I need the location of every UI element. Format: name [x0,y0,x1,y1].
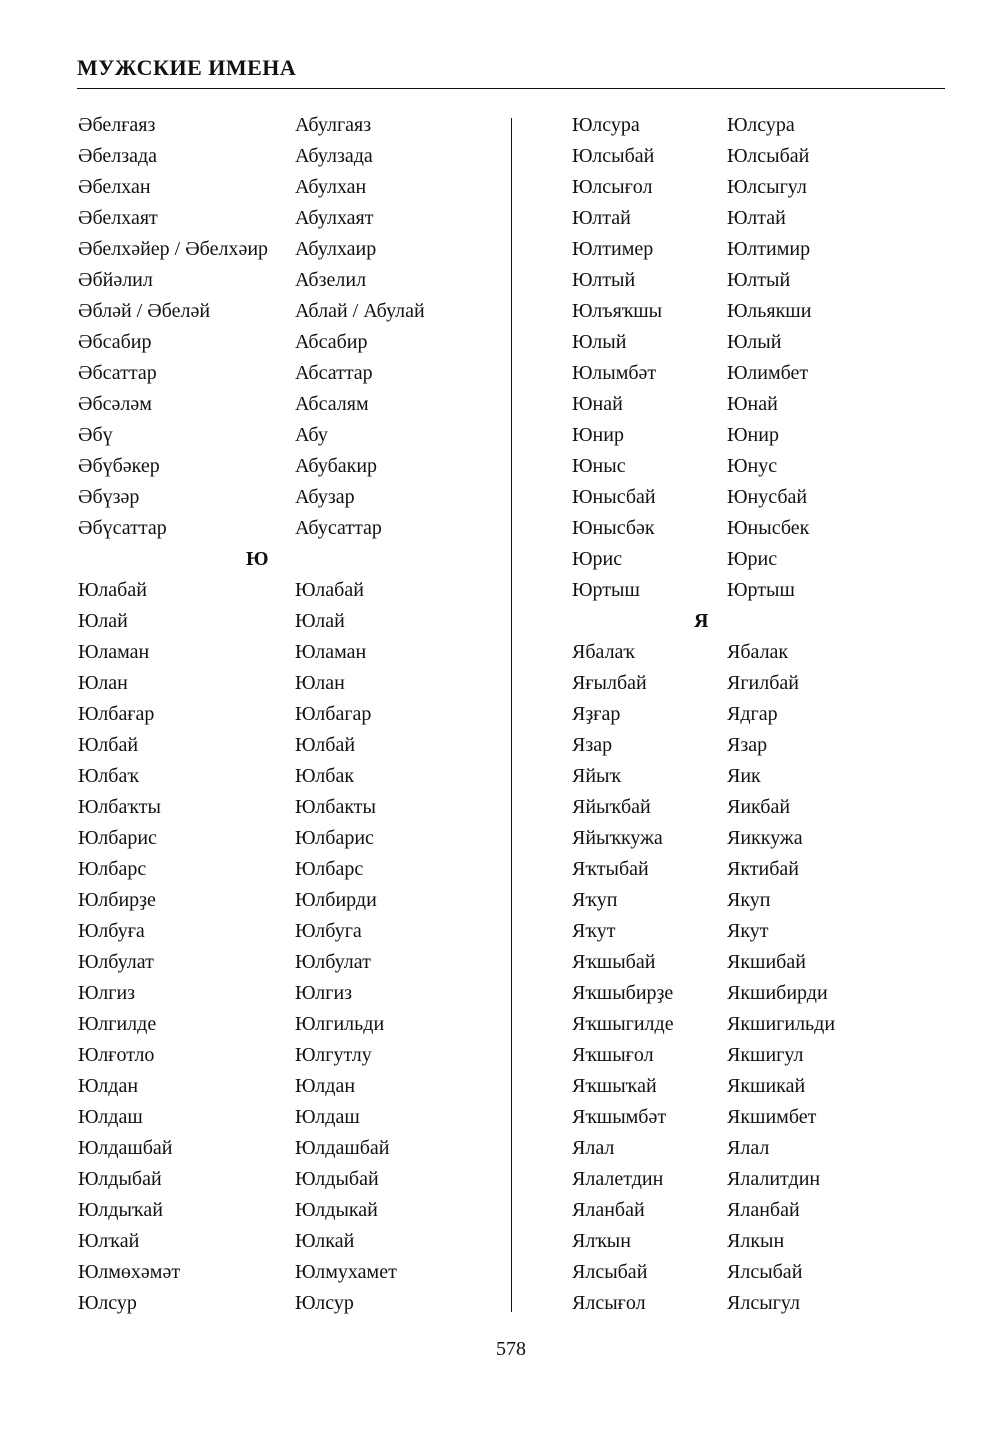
name-entry-row [78,761,498,792]
right-group-2 [572,637,952,1319]
name-entry-row [572,110,952,141]
bashkir-name: Әбүзәр [78,486,140,508]
left-group-1 [78,110,498,544]
name-entry-row [572,1226,952,1257]
russian-name: Якшигул [727,1044,804,1066]
bashkir-name: Әбелхан [78,176,151,198]
bashkir-name: Юлбаҡты [78,796,161,818]
russian-name: Язар [727,734,768,756]
name-entry-row [78,1040,498,1071]
russian-name: Юлбулат [295,951,371,973]
russian-name: Юрис [727,548,778,570]
name-entry-row [572,1164,952,1195]
russian-name: Абсаттар [295,362,373,384]
russian-name: Ялалитдин [727,1168,821,1190]
bashkir-name: Юламан [78,641,150,663]
russian-name: Юлтимир [727,238,811,260]
bashkir-name: Юлтый [572,269,636,291]
bashkir-name: Юлдыҡай [78,1199,163,1221]
right-group-1 [572,110,952,606]
bashkir-name: Юлсур [78,1292,137,1314]
russian-name: Юнир [727,424,779,446]
bashkir-name: Яҡшығол [572,1044,654,1066]
bashkir-name: Юлбулат [78,951,154,973]
name-entry-row [78,978,498,1009]
bashkir-name: Юлбуға [78,920,145,942]
russian-name: Ялкын [727,1230,785,1252]
name-entry-row [78,792,498,823]
bashkir-name: Юлсура [572,114,640,136]
russian-name: Юлдаш [295,1106,360,1128]
bashkir-name: Юлдан [78,1075,139,1097]
bashkir-name: Юртыш [572,579,640,601]
name-entry-row [78,482,498,513]
right-column [572,110,952,1319]
russian-name: Юлбирди [295,889,377,911]
bashkir-name: Юлғотло [78,1044,155,1066]
russian-name: Аблай / Абулай [295,300,425,322]
name-entry-row [78,1133,498,1164]
name-entry-row [78,1071,498,1102]
letter-heading-ya [572,606,952,637]
name-entry-row [572,1040,952,1071]
name-entry-row [572,141,952,172]
russian-name: Юлбак [295,765,355,787]
name-entry-row [78,389,498,420]
bashkir-name: Юлгиз [78,982,136,1004]
russian-name: Якшигильди [727,1013,836,1035]
bashkir-name: Юлдыбай [78,1168,162,1190]
russian-name: Якут [727,920,769,942]
bashkir-name: Юныс [572,455,626,477]
name-entry-row [572,947,952,978]
bashkir-name: Әбсабир [78,331,152,353]
name-entry-row [572,451,952,482]
name-entry-row [572,327,952,358]
bashkir-name: Яҡшымбәт [572,1106,667,1128]
name-entry-row [572,1133,952,1164]
name-entry-row [572,854,952,885]
russian-name: Юлбарис [295,827,374,849]
russian-name: Юльякши [727,300,812,322]
bashkir-name: Юлъяҡшы [572,300,663,322]
russian-name: Яктибай [727,858,799,880]
russian-name: Абсалям [295,393,369,415]
bashkir-name: Юлый [572,331,627,353]
name-entry-row [78,1257,498,1288]
russian-name: Юртыш [727,579,795,601]
bashkir-name: Ялсығол [572,1292,646,1314]
bashkir-name: Юлдаш [78,1106,143,1128]
name-entry-row [78,1009,498,1040]
name-entry-row [78,420,498,451]
russian-name: Абусаттар [295,517,382,539]
letter-heading-ya-text: Я [694,610,709,632]
russian-name: Юнысбек [727,517,810,539]
name-entry-row [78,668,498,699]
russian-name: Якуп [727,889,771,911]
bashkir-name: Әбелзада [78,145,158,167]
russian-name: Якшимбет [727,1106,817,1128]
name-entry-row [78,1164,498,1195]
name-entry-row [78,203,498,234]
bashkir-name: Яҡуп [572,889,618,911]
russian-name: Абулхаир [295,238,377,260]
left-group-2 [78,575,498,1319]
left-column [78,110,498,1319]
russian-name: Юлсур [295,1292,354,1314]
name-entry-row [572,1009,952,1040]
russian-name: Юнус [727,455,778,477]
name-entry-row [572,1102,952,1133]
bashkir-name: Юлсығол [572,176,653,198]
name-entry-row [572,420,952,451]
bashkir-name: Яйыҡбай [572,796,651,818]
bashkir-name: Юлай [78,610,128,632]
bashkir-name: Әбүсаттар [78,517,167,539]
name-entry-row [78,575,498,606]
russian-name: Юлдыкай [295,1199,378,1221]
bashkir-name: Ялсыбай [572,1261,648,1283]
name-entry-row [572,1257,952,1288]
bashkir-name: Юнысбәк [572,517,655,539]
name-entry-row [78,947,498,978]
russian-name: Юлбай [295,734,356,756]
bashkir-name: Ялал [572,1137,615,1159]
bashkir-name: Юлбаҡ [78,765,139,787]
russian-name: Юлан [295,672,345,694]
russian-name: Абузар [295,486,355,508]
russian-name: Юлтый [727,269,791,291]
bashkir-name: Юлҡай [78,1230,140,1252]
russian-name: Юламан [295,641,367,663]
russian-name: Юлдыбай [295,1168,379,1190]
russian-name: Юлгиз [295,982,353,1004]
russian-name: Юлимбет [727,362,809,384]
russian-name: Абулзада [295,145,373,167]
name-entry-row [572,637,952,668]
russian-name: Юлсыбай [727,145,810,167]
name-entry-row [572,575,952,606]
name-entry-row [78,854,498,885]
russian-name: Юнай [727,393,778,415]
russian-name: Юлбуга [295,920,362,942]
name-entry-row [572,234,952,265]
bashkir-name: Юлбирҙе [78,889,156,911]
bashkir-name: Юлтай [572,207,631,229]
bashkir-name: Әбелхәйер / Әбелхәир [78,238,269,260]
russian-name: Юлай [295,610,345,632]
name-entry-row [572,389,952,420]
bashkir-name: Юлабай [78,579,147,601]
name-entry-row [78,110,498,141]
russian-name: Юлдан [295,1075,356,1097]
russian-name: Якшикай [727,1075,806,1097]
russian-name: Ялал [727,1137,770,1159]
bashkir-name: Әбелғаяз [78,114,156,136]
bashkir-name: Әбсәләм [78,393,152,415]
russian-name: Юлбарс [295,858,364,880]
bashkir-name: Яҡтыбай [572,858,649,880]
bashkir-name: Әбү [78,424,113,446]
name-entry-row [78,1195,498,1226]
name-entry-row [572,296,952,327]
bashkir-name: Әбүбәкер [78,455,160,477]
name-entry-row [572,823,952,854]
name-entry-row [572,358,952,389]
russian-name: Яикбай [727,796,791,818]
russian-name: Юлмухамет [295,1261,397,1283]
column-divider [511,118,512,1312]
name-entry-row [78,451,498,482]
name-entry-row [572,544,952,575]
russian-name: Яик [727,765,761,787]
russian-name: Абзелил [295,269,367,291]
name-entry-row [78,172,498,203]
name-entry-row [572,1195,952,1226]
bashkir-name: Юлан [78,672,128,694]
bashkir-name: Юлымбәт [572,362,657,384]
name-entry-row [572,203,952,234]
russian-name: Ябалак [727,641,789,663]
russian-name: Ялсыбай [727,1261,803,1283]
bashkir-name: Яҡшыбай [572,951,656,973]
bashkir-name: Әбйәлил [78,269,153,291]
russian-name: Яланбай [727,1199,800,1221]
header-rule [77,88,945,89]
russian-name: Абубакир [295,455,378,477]
name-entry-row [78,823,498,854]
russian-name: Юлтай [727,207,786,229]
name-entry-row [572,1071,952,1102]
name-entry-row [572,761,952,792]
bashkir-name: Юлдашбай [78,1137,173,1159]
bashkir-name: Ялҡын [572,1230,631,1252]
name-entry-row [78,513,498,544]
name-entry-row [78,265,498,296]
russian-name: Юлсыгул [727,176,807,198]
name-entry-row [572,978,952,1009]
name-entry-row [572,482,952,513]
russian-name: Абулхан [295,176,367,198]
russian-name: Абу [295,424,328,446]
name-entry-row [572,513,952,544]
bashkir-name: Әбелхаят [78,207,158,229]
bashkir-name: Ялалетдин [572,1168,664,1190]
russian-name: Юлсура [727,114,795,136]
bashkir-name: Ябалаҡ [572,641,635,663]
name-entry-row [78,885,498,916]
bashkir-name: Яйыҡ [572,765,621,787]
russian-name: Юлдашбай [295,1137,390,1159]
bashkir-name: Юлмөхәмәт [78,1261,181,1283]
bashkir-name: Яҡшыҡай [572,1075,657,1097]
bashkir-name: Юрис [572,548,623,570]
russian-name: Ягилбай [727,672,799,694]
name-entry-row [78,234,498,265]
bashkir-name: Юнысбай [572,486,656,508]
russian-name: Юлбакты [295,796,376,818]
name-entry-row [78,637,498,668]
russian-name: Юлгильди [295,1013,385,1035]
bashkir-name: Юлгилде [78,1013,157,1035]
bashkir-name: Яғылбай [572,672,647,694]
russian-name: Якшибай [727,951,806,973]
bashkir-name: Әбсаттар [78,362,157,384]
page-header-title: МУЖСКИЕ ИМЕНА [77,55,297,80]
name-entry-row [572,1288,952,1319]
bashkir-name: Юлбарис [78,827,157,849]
bashkir-name: Яҡшыгилде [572,1013,674,1035]
russian-name: Якшибирди [727,982,828,1004]
page-number: 578 [496,1338,526,1360]
letter-heading-yu-text: Ю [246,548,269,570]
russian-name: Ялсыгул [727,1292,800,1314]
russian-name: Яиккужа [727,827,803,849]
bashkir-name: Юлбай [78,734,139,756]
name-entry-row [78,916,498,947]
name-entry-row [78,327,498,358]
name-entry-row [572,792,952,823]
name-entry-row [78,730,498,761]
bashkir-name: Юлбарс [78,858,147,880]
bashkir-name: Яйыҡкужа [572,827,663,849]
bashkir-name: Юлсыбай [572,145,655,167]
russian-name: Юлгутлу [295,1044,372,1066]
name-entry-row [78,699,498,730]
name-entry-row [78,1226,498,1257]
name-entry-row [572,172,952,203]
bashkir-name: Яҡут [572,920,616,942]
bashkir-name: Юнай [572,393,623,415]
name-entry-row [78,1288,498,1319]
russian-name: Юлкай [295,1230,355,1252]
name-entry-row [572,916,952,947]
bashkir-name: Юлбағар [78,703,155,725]
russian-name: Абулхаят [295,207,374,229]
name-entry-row [78,1102,498,1133]
name-entry-row [572,730,952,761]
name-entry-row [572,699,952,730]
name-entry-row [78,296,498,327]
bashkir-name: Юлтимер [572,238,654,260]
name-entry-row [78,141,498,172]
bashkir-name: Әбләй / Әбеләй [78,300,211,322]
letter-heading-yu [78,544,498,575]
russian-name: Абсабир [295,331,368,353]
name-entry-row [572,668,952,699]
russian-name: Юлый [727,331,782,353]
name-entry-row [78,606,498,637]
bashkir-name: Яланбай [572,1199,645,1221]
russian-name: Юлбагар [295,703,372,725]
russian-name: Юлабай [295,579,364,601]
name-entry-row [572,885,952,916]
bashkir-name: Яҙғар [572,703,621,725]
bashkir-name: Язар [572,734,613,756]
name-entry-row [78,358,498,389]
name-entry-row [572,265,952,296]
russian-name: Юнусбай [727,486,808,508]
bashkir-name: Яҡшыбирҙе [572,982,674,1004]
russian-name: Абулгаяз [295,114,372,136]
russian-name: Ядгар [727,703,778,725]
bashkir-name: Юнир [572,424,624,446]
